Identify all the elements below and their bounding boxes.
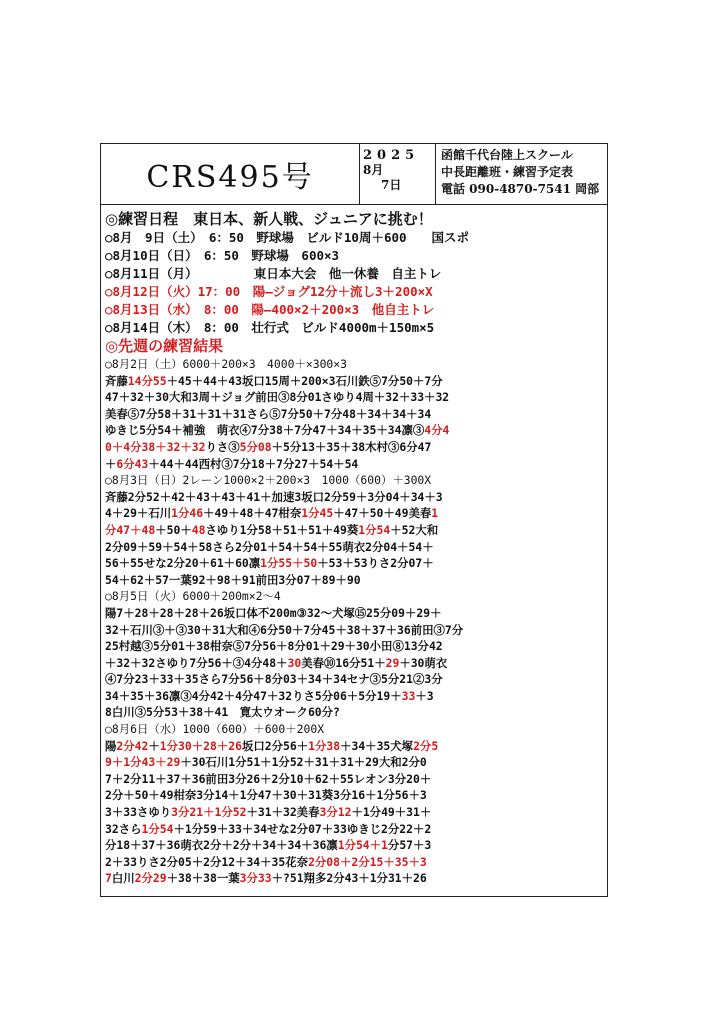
- result-line: [105, 837, 605, 854]
- result-text: ＋: [148, 738, 160, 753]
- result-date-line: [105, 588, 605, 605]
- highlighted-time: 1分45: [301, 506, 334, 521]
- result-text: りさ③: [205, 439, 240, 454]
- highlighted-time: 5分08: [239, 439, 272, 454]
- result-text: ＋30石川1分51＋1分52＋31＋31＋29大和2分0: [180, 755, 427, 770]
- result-text: 斉藤2分52＋42＋43＋43＋41＋加速3坂口2分59＋3分04＋34＋3: [105, 489, 443, 504]
- result-line: [105, 655, 605, 672]
- result-line: [105, 422, 605, 439]
- result-line: [105, 373, 605, 390]
- issue-day: 7日: [381, 178, 402, 192]
- result-text: 分57＋3: [387, 838, 432, 853]
- result-line: [105, 854, 605, 871]
- result-text: 8白川③5分53＋38＋41 寛太ウオーク60分?: [105, 705, 340, 720]
- schedule-list: [105, 229, 605, 337]
- result-line: [105, 671, 605, 688]
- result-text: 56＋55せな2分20＋61＋60凛: [105, 556, 261, 571]
- result-text: ＋30萌衣: [399, 655, 448, 670]
- highlighted-time: 2分08＋2分15＋35＋3: [308, 854, 427, 869]
- highlighted-time: 48: [191, 522, 206, 537]
- result-text: ○8月2日（土）6000＋200×3 4000＋×300×3: [105, 357, 347, 371]
- result-line: [105, 688, 605, 705]
- schedule-sheet: [100, 143, 608, 897]
- highlighted-time: 3分12: [319, 805, 352, 820]
- highlighted-time: 7: [105, 871, 112, 886]
- schedule-row: ○8月12日（火）17：00 陽―ジョグ12分＋流し3＋200×X: [105, 284, 433, 299]
- header-divider: [435, 144, 436, 204]
- highlighted-time: 33: [401, 688, 416, 703]
- highlighted-time: 分47＋48: [105, 522, 156, 537]
- highlighted-time: 2分5: [413, 738, 439, 753]
- result-text: 美春⑩16分51＋: [301, 655, 386, 670]
- result-line: [105, 787, 605, 804]
- issue-date: [363, 148, 427, 193]
- highlighted-time: 4分4: [424, 423, 450, 438]
- issue-year: 2025: [363, 148, 420, 163]
- highlighted-time: 1分54: [141, 821, 174, 836]
- result-line: [105, 406, 605, 423]
- result-text: ＋52大和: [390, 522, 439, 537]
- result-line: [105, 439, 605, 456]
- highlighted-time: 14分55: [127, 373, 167, 388]
- highlighted-time: 3分21＋1分52: [171, 805, 247, 820]
- result-text: 2分09＋59＋54＋58さら2分01＋54＋54＋55萌衣2分04＋54＋: [105, 539, 434, 554]
- result-line: [105, 505, 605, 522]
- result-text: ＋49＋48＋47柑奈: [203, 506, 302, 521]
- result-line: [105, 704, 605, 721]
- highlighted-time: 9＋1分43＋29: [105, 755, 181, 770]
- org-phone: 電話 090-4870-7541 岡部: [441, 182, 600, 196]
- result-text: 32さら: [105, 821, 142, 836]
- result-text: 54＋62＋57一葉92＋98＋91前田3分07＋89＋90: [105, 572, 361, 587]
- result-line: [105, 555, 605, 572]
- result-text: 斉藤: [105, 373, 128, 388]
- result-text: 25村越③5分01＋38柑奈⑤7分56＋8分01＋29＋30小田⑧13分42: [105, 639, 443, 654]
- result-text: 32＋石川③＋③30＋31大和④6分50＋7分45＋38＋37＋36前田③7分: [105, 622, 464, 637]
- result-text: 2分＋50＋49柑奈3分14＋1分47＋30＋31葵3分16＋1分56＋3: [105, 788, 427, 803]
- result-line: [105, 389, 605, 406]
- org-subtitle: 中長距離班・練習予定表: [441, 165, 574, 179]
- result-text: ○8月6日（水）1000（600）＋600＋200X: [105, 722, 325, 737]
- result-line: [105, 572, 605, 589]
- result-text: 美春⑤7分58＋31＋31＋31さら⑤7分50＋7分48＋34＋34＋34: [105, 406, 432, 421]
- result-text: ＋31＋32美春: [246, 805, 320, 820]
- result-text: ＋45＋44＋43坂口15周＋200×3石川鉄⑤7分50＋7分: [166, 373, 443, 388]
- organization-info: [441, 147, 607, 198]
- sheet-body: [105, 210, 605, 887]
- result-line: [105, 489, 605, 506]
- result-text: 34＋35＋36凛③4分42＋4分47＋32りさ5分06＋5分19＋: [105, 688, 402, 703]
- result-text: ○8月5日（火）6000＋200m×2～4: [105, 589, 281, 604]
- result-text: ＋32＋32さゆり7分56＋③4分48＋: [105, 655, 288, 670]
- result-text: ＋50＋: [155, 522, 192, 537]
- result-text: ＋1分49＋31＋: [351, 805, 432, 820]
- highlighted-time: 1分55＋50: [260, 556, 318, 571]
- result-date-line: [105, 472, 605, 489]
- result-line: [105, 638, 605, 655]
- results-heading: ◎先週の練習結果: [105, 337, 224, 355]
- highlighted-time: 3分33: [239, 871, 272, 886]
- result-line: [105, 539, 605, 556]
- result-line: [105, 754, 605, 771]
- result-text: 2＋33りさ2分05＋2分12＋34＋35花奈: [105, 854, 309, 869]
- result-text: ＋5分13＋35＋38木村③6分47: [271, 439, 432, 454]
- issue-month: 8月: [363, 163, 384, 177]
- issue-title: CRS495号: [146, 160, 314, 195]
- highlighted-time: 1分54＋1: [337, 838, 388, 853]
- result-text: 4＋29＋石川: [105, 506, 172, 521]
- highlighted-time: 1分30＋28＋26: [159, 738, 242, 753]
- result-text: 3＋33さゆり: [105, 805, 172, 820]
- result-text: さゆり1分58＋51＋51＋49葵: [205, 522, 359, 537]
- schedule-row: ○8月10日（日） 6：50 野球場 600×3: [105, 248, 340, 263]
- result-text: ＋1分59＋33＋34せな2分07＋33ゆきじ2分22＋2: [173, 821, 432, 836]
- result-text: ＋53＋53りさ2分07＋: [317, 556, 434, 571]
- result-text: ＋?51翔多2分43＋1分31＋26: [271, 871, 427, 886]
- result-text: ＋34＋35犬塚: [340, 738, 414, 753]
- highlighted-time: 2分29: [134, 871, 167, 886]
- result-line: [105, 821, 605, 838]
- result-line: [105, 622, 605, 639]
- result-text: ④7分23＋33＋35さら7分56＋8分03＋34＋34セナ③5分21②3分: [105, 672, 443, 687]
- highlighted-time: 29: [385, 655, 400, 670]
- result-text: 陽7＋28＋28＋28＋26坂口体不200m③32～犬塚⑮25分09＋29＋: [105, 605, 442, 620]
- highlighted-time: 1分46: [171, 506, 204, 521]
- schedule-heading: ◎練習日程 東日本、新人戦、ジュニアに挑む！: [105, 210, 433, 228]
- org-name: 函館千代台陸上スクール: [441, 148, 573, 162]
- result-text: ＋: [105, 456, 117, 471]
- result-line: [105, 870, 605, 887]
- highlighted-time: 1: [431, 506, 439, 521]
- result-text: ＋47＋50＋49美春: [333, 506, 432, 521]
- result-line: [105, 738, 605, 755]
- highlighted-time: 30: [287, 655, 302, 670]
- schedule-row: ○8月11日（月） 東日本大会 他一休養 自主トレ: [105, 266, 442, 281]
- result-line: [105, 456, 605, 473]
- result-text: ○8月3日（日）2レーン1000×2＋200×3 1000（600）＋300X: [105, 473, 432, 488]
- result-line: [105, 771, 605, 788]
- result-text: 分18＋37＋36萌衣2分＋2分＋34＋34＋36凛: [105, 838, 338, 853]
- header-band: [101, 144, 607, 205]
- result-line: [105, 605, 605, 622]
- highlighted-time: 1分38: [308, 738, 341, 753]
- highlighted-time: 1分54: [358, 522, 391, 537]
- schedule-row: ○8月14日（木） 8：00 壮行式 ビルド4000m＋150m×5: [105, 320, 435, 335]
- result-date-line: [105, 721, 605, 738]
- result-line: [105, 804, 605, 821]
- header-divider: [359, 144, 360, 204]
- highlighted-time: 6分43: [116, 456, 149, 471]
- result-line: [105, 522, 605, 539]
- highlighted-time: 0＋4分38＋32＋32: [105, 439, 206, 454]
- schedule-row: ○8月13日（水） 8：00 陽―400×2＋200×3 他自主トレ: [105, 302, 435, 317]
- highlighted-time: 2分42: [116, 738, 149, 753]
- result-text: ＋38＋38一葉: [166, 871, 240, 886]
- result-text: ＋3: [415, 688, 434, 703]
- schedule-row: ○8月 9日（土） 6：50 野球場 ビルド10周＋600 国スポ: [105, 230, 470, 245]
- result-text: 坂口2分56＋: [241, 738, 309, 753]
- result-text: 7＋2分11＋37＋36前田3分26＋2分10＋62＋55レオン3分20＋: [105, 771, 432, 786]
- result-text: ＋44＋44西村③7分18＋7分27＋54＋54: [148, 456, 359, 471]
- result-text: 白川: [111, 871, 135, 886]
- results-list: [105, 356, 605, 887]
- result-text: 47＋32＋30大和3周＋ジョグ前田③8分01さゆり4周＋32＋33＋32: [105, 390, 450, 405]
- result-text: ゆきじ5分54＋補強 萌衣④7分38＋7分47＋34＋35＋34凛③: [105, 423, 425, 438]
- result-date-line: [105, 356, 605, 373]
- result-text: 陽: [105, 738, 117, 753]
